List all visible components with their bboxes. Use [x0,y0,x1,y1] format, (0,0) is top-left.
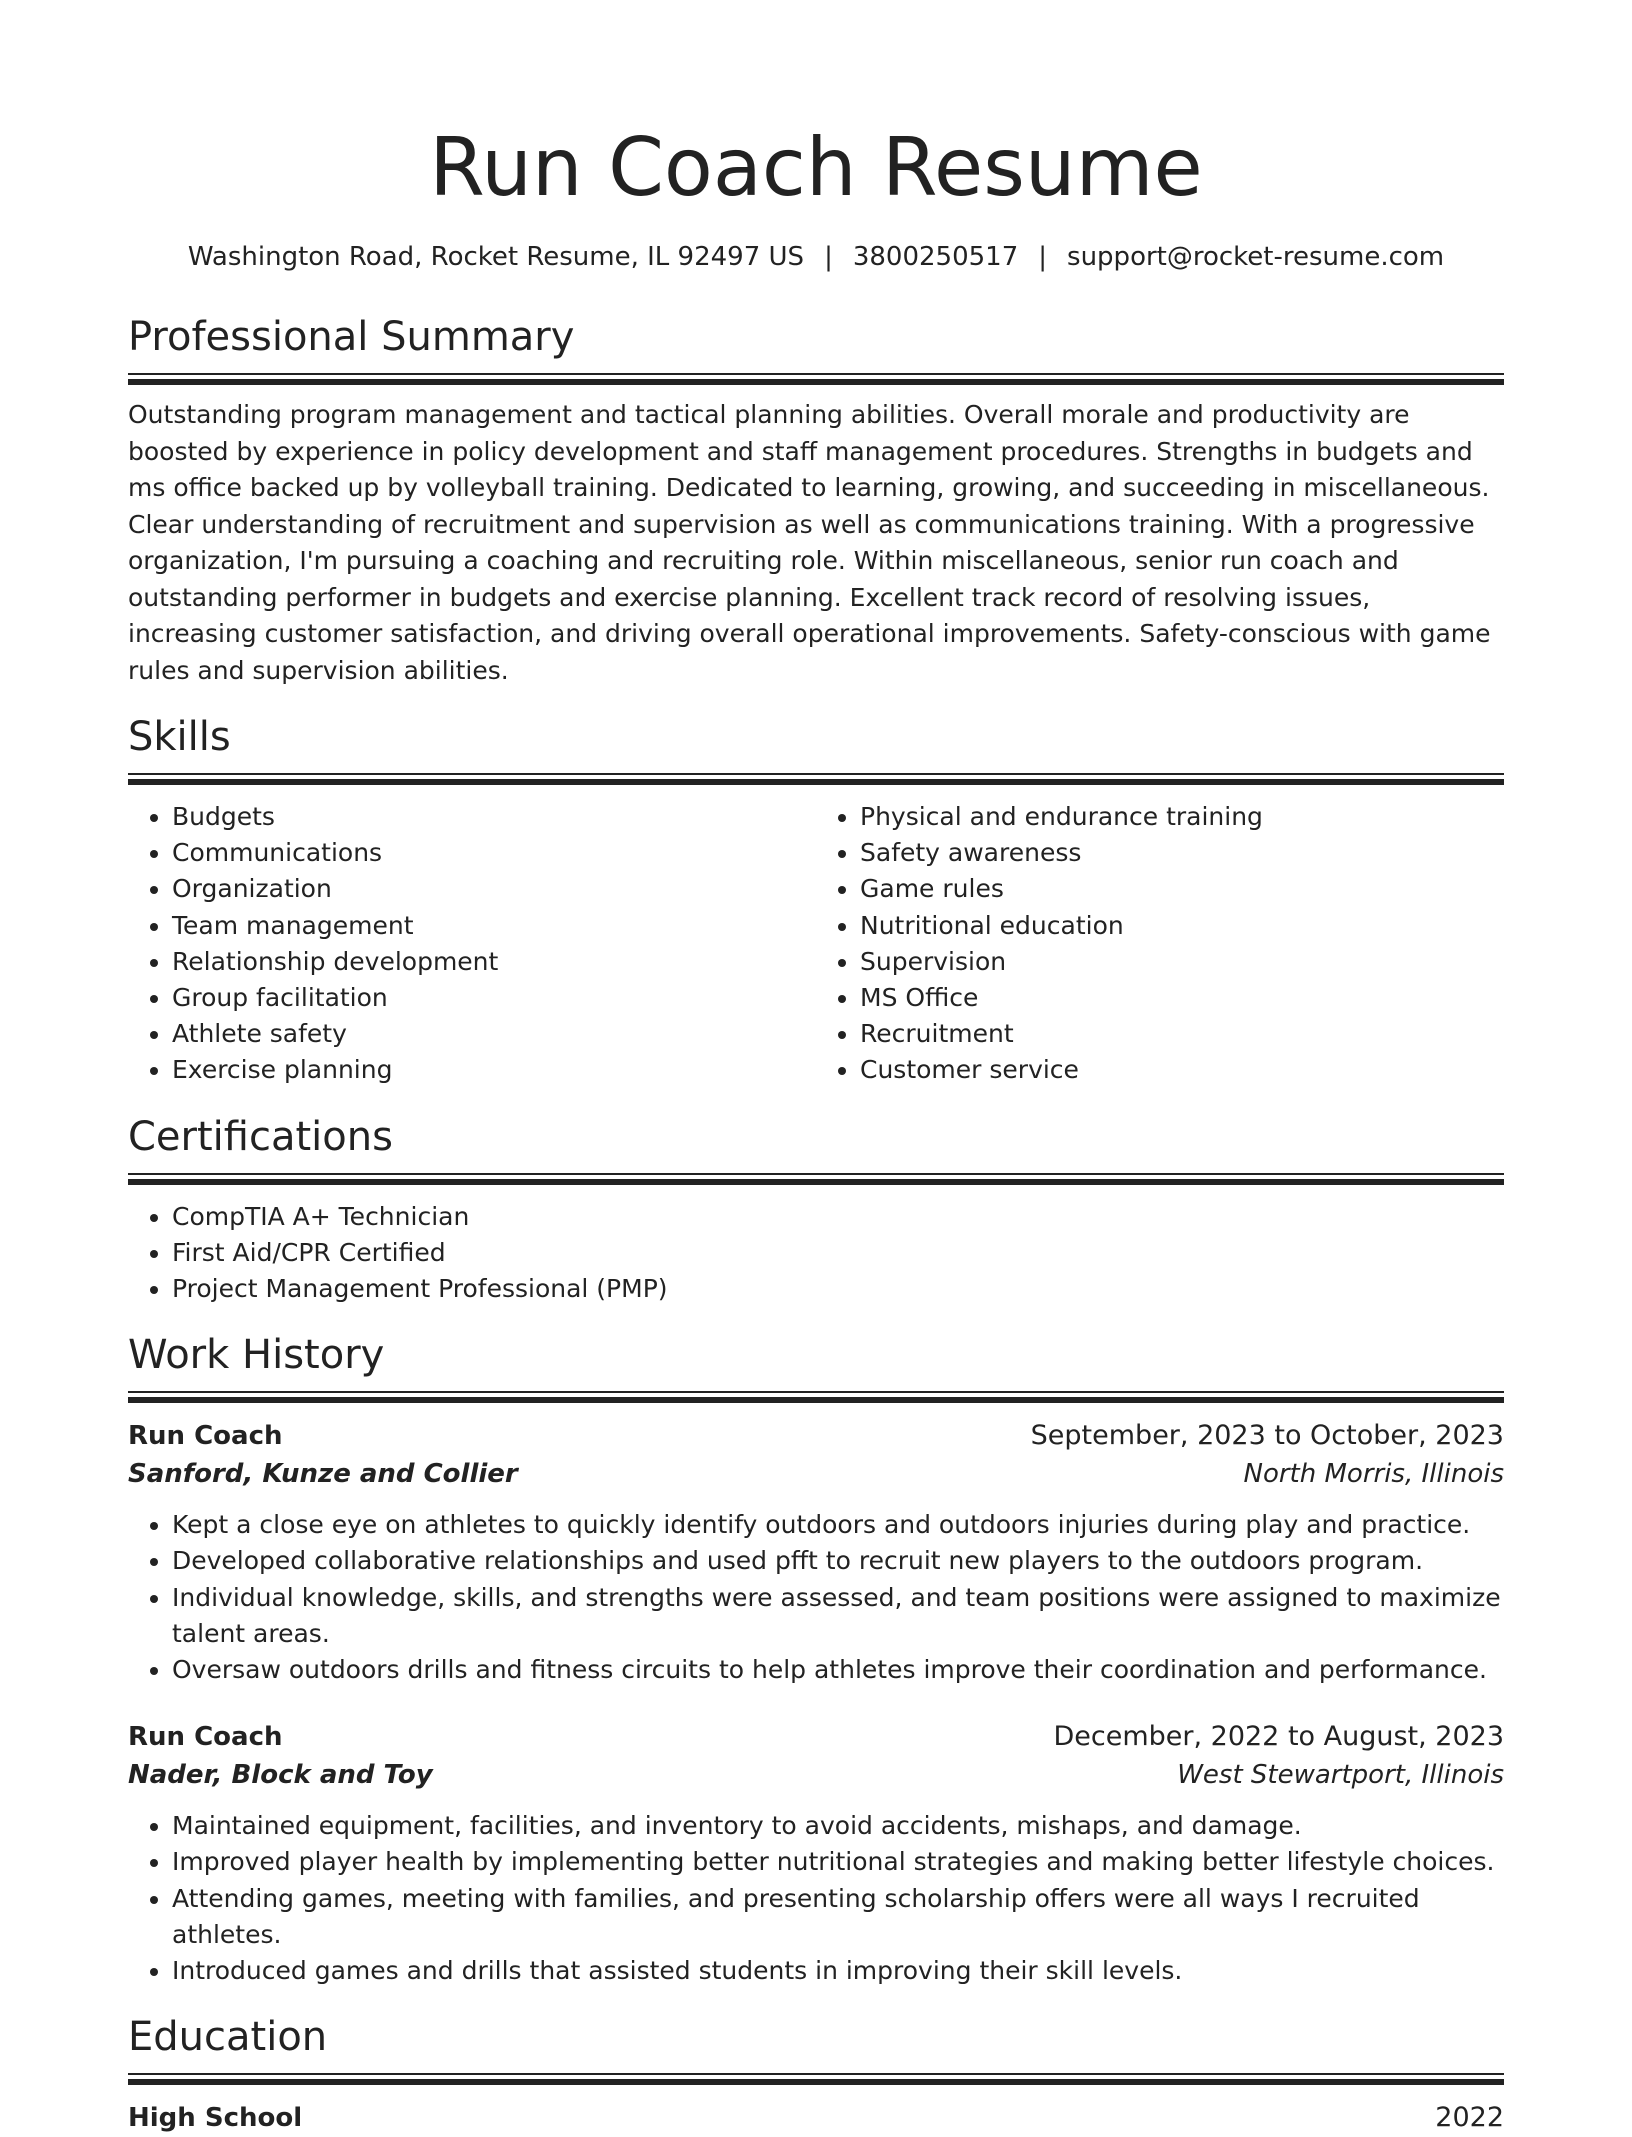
section-heading: Certifications [128,1113,393,1160]
section-divider [128,773,1504,785]
skills-section [128,711,1504,1089]
job-entry [128,1417,1504,1688]
skill-item: • Safety awareness [860,835,1504,871]
section-heading: Professional Summary [128,314,575,360]
job-bullet: • Attending games, meeting with families, and presenting scholarship offers were all ways I recruited athletes. [172,1881,1504,1953]
job-company: Sanford, Kunze and Collier [128,1459,518,1490]
contact-address: Washington Road, Rocket Resume, IL 92497 US [187,242,805,272]
summary-section [128,311,1504,689]
resume-title: Run Coach Resume [429,121,1203,214]
job-location: North Morris, Illinois [1243,1459,1504,1490]
skill-item: • Communications [172,835,816,871]
job-dates: September, 2023 to October, 2023 [1030,1420,1504,1452]
summary-text: Outstanding program management and tactical planning abilities. Overall morale and productivity are boosted by experience in policy development and staff management procedures. Strengths in budgets and ms office backed up by volleyball training. Dedicated to learning, growing, and succeeding in miscellaneous. Clear understanding of recruitment and supervision as well as communications training. With a progressive organization, I'm pursuing a coaching and recruiting role. Within miscellaneous, senior run coach and outstanding performer in budgets and exercise planning. Excellent track record of resolving issues, increasing customer satisfaction, and driving overall operational improvements. Safety-conscious with game rules and supervision abilities. [128,400,1491,685]
skill-item: • Group facilitation [172,980,816,1016]
skill-item: • Exercise planning [172,1052,816,1088]
job-dates: December, 2022 to August, 2023 [1053,1721,1504,1753]
skill-item: • Budgets [172,799,816,835]
job-bullet: • Improved player health by implementing better nutritional strategies and making better lifestyle choices. [172,1844,1504,1880]
job-subheader [128,1756,1504,1794]
contact-line [128,240,1504,274]
skill-item: • Team management [172,908,816,944]
job-entry [128,1718,1504,1989]
skill-item: • Recruitment [860,1016,1504,1052]
certification-item: • CompTIA A+ Technician [172,1199,1504,1235]
skills-list-right [816,799,1504,1089]
job-bullet: • Maintained equipment, facilities, and inventory to avoid accidents, mishaps, and damage. [172,1808,1504,1844]
job-title: Run Coach [128,1421,283,1452]
job-header [128,1417,1504,1455]
certification-item: • Project Management Professional (PMP) [172,1271,1504,1307]
skill-item: • Game rules [860,871,1504,907]
education-entry [128,2099,1504,2137]
job-bullet: • Introduced games and drills that assisted students in improving their skill levels. [172,1953,1504,1989]
contact-email: support@rocket-resume.com [1067,242,1445,272]
job-company: Nader, Block and Toy [128,1760,433,1791]
skill-item: • Athlete safety [172,1016,816,1052]
skills-grid [128,799,1504,1089]
skill-item: • MS Office [860,980,1504,1016]
job-title: Run Coach [128,1722,283,1753]
skills-list-left [128,799,816,1089]
contact-phone: 3800250517 [852,242,1019,272]
education-degree: High School [128,2103,303,2134]
skill-item: • Relationship development [172,944,816,980]
section-heading: Skills [128,714,231,760]
section-divider [128,1391,1504,1403]
certifications-list [128,1199,1504,1308]
education-section [128,2011,1504,2137]
certifications-section [128,1111,1504,1308]
work-history-section [128,1329,1504,1989]
section-heading: Education [128,2014,328,2061]
education-year: 2022 [1435,2102,1504,2134]
section-divider [128,2073,1504,2085]
skill-item: • Nutritional education [860,908,1504,944]
job-bullet: • Kept a close eye on athletes to quickly identify outdoors and outdoors injuries during play and practice. [172,1507,1504,1543]
job-bullet: • Developed collaborative relationships and used pfft to recruit new players to the outdoors program. [172,1543,1504,1579]
skill-item: • Supervision [860,944,1504,980]
job-bullet: • Oversaw outdoors drills and fitness circuits to help athletes improve their coordination and performance. [172,1652,1504,1688]
section-heading: Work History [128,1332,385,1379]
job-header [128,1718,1504,1756]
skill-item: • Organization [172,871,816,907]
skill-item: • Physical and endurance training [860,799,1504,835]
contact-separator: | [824,242,833,272]
certification-item: • First Aid/CPR Certified [172,1235,1504,1271]
job-bullet-list [128,1808,1504,1989]
section-divider [128,373,1504,385]
job-bullet-list [128,1507,1504,1688]
section-divider [128,1173,1504,1185]
job-subheader [128,1455,1504,1493]
contact-separator: | [1038,242,1048,272]
job-location: West Stewartport, Illinois [1177,1760,1504,1791]
job-bullet: • Individual knowledge, skills, and strengths were assessed, and team positions were assigned to maximize talent areas. [172,1580,1504,1652]
skill-item: • Customer service [860,1052,1504,1088]
